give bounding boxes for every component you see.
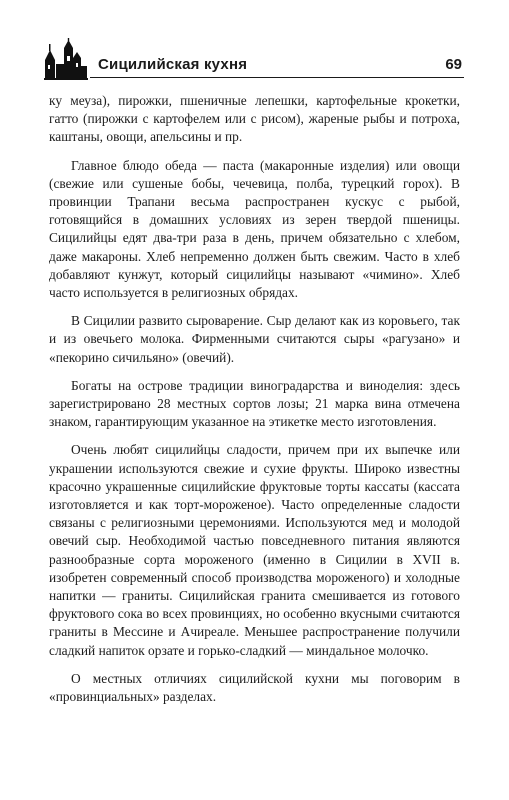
paragraph: О местных отличиях сицилийской кухни мы поговорим в «провинциальных» разделах. bbox=[49, 670, 460, 705]
page-number: 69 bbox=[445, 56, 462, 73]
paragraph: В Сицилии развито сыроварение. Сыр делают как из коровьего, так и из овечьего молока. Фирменными считаются сыры «рагузано» и «пекорино сичильяно» (овечий). bbox=[49, 313, 460, 365]
paragraph: ку меуза), пирожки, пшеничные лепешки, картофельные крокетки, гатто (пирожки с картофелем или с рисом), жареные рыбы и потроха, каштаны, овощи, апельсины и пр. bbox=[49, 93, 460, 145]
paragraph: Главное блюдо обеда — паста (макаронные изделия) или овощи (свежие или сушеные бобы, чечевица, полба, турецкий горох). В провинции Трапани весьма распространен кускус с рыбой, готовящийся в домашних условиях из зерен твердой пшеницы. Сицилийцы едят два-три раза в день, причем обязательно с хлебом, даже макароны. Хлеб непременно должен быть свежим. Часто в хлеб добавляют кунжут, который сицилийцы называют «чимино». Хлеб часто используется в религиозных обрядах. bbox=[49, 157, 460, 301]
church-silhouette-icon bbox=[44, 38, 88, 80]
paragraph: Очень любят сицилийцы сладости, причем при их выпечке или украшении используются свежие и сухие фрукты. Широко известны красочно украшенные сицилийские фруктовые торты кассаты (кассата изготовляется и как торт-мороженое). Часто определенные сладости связаны с религиозными церемониями. Используются мед и молодой овечий сыр. Необходимой частью повседневного питания являются разнообразные сорта мороженого (именно в Сицилии в XVII в. изобретен современный способ производства мороженого) и холодные напитки — граниты. Сицилийская гранита смешивается из готового фруктового сока во всех провинциях, но особенно вкусными считаются граниты в Мессине и Ачиреале. Меньшее распространение получили сладкий напиток орзате и горько-сладкий — миндальное молочко. bbox=[49, 442, 460, 658]
page-body bbox=[49, 92, 460, 716]
header-rule bbox=[90, 77, 464, 78]
running-header bbox=[44, 38, 464, 80]
chapter-title: Сицилийская кухня bbox=[98, 56, 248, 73]
paragraph: Богаты на острове традиции виноградарства и виноделия: здесь зарегистрировано 28 местных сортов лозы; 21 марка вина отмечена знаком, гарантирующим указанное на этикетке место изготовления. bbox=[49, 377, 460, 430]
